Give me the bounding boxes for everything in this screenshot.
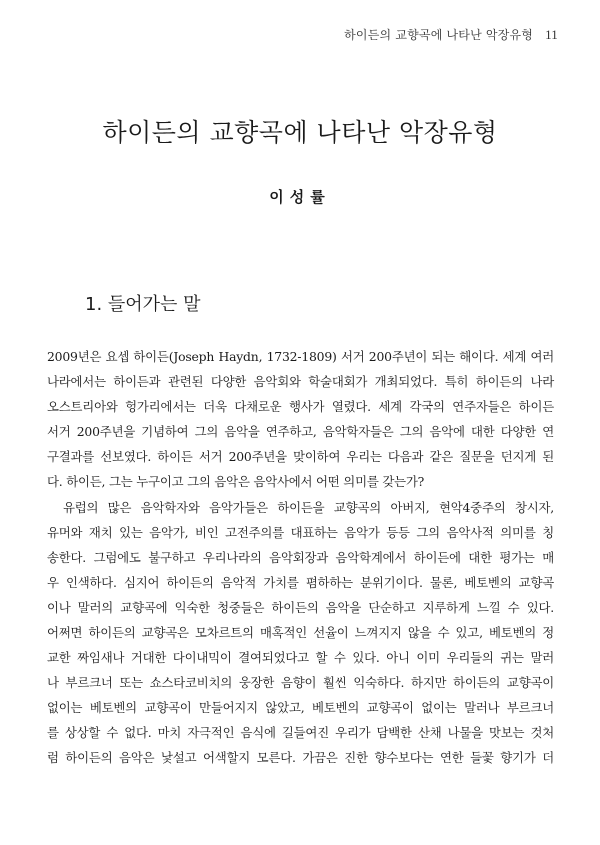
paragraph-2 — [47, 495, 554, 770]
section-heading: 1. 들어가는 말 — [85, 294, 201, 315]
text-line: 를 상상할 수 없다. 마치 자극적인 음식에 길들여진 우리가 담백한 산채 나물을 맛보는 것처 — [47, 725, 554, 740]
text-line: 나 부르크너 또는 쇼스타코비치의 웅장한 음향이 훨씬 익숙하다. 하지만 하이든의 교향곡이 — [47, 675, 554, 690]
text-line: 2009년은 요셉 하이든(Joseph Haydn, 1732-1809) 서거 200주년이 되는 해이다. 세계 여러 — [47, 349, 554, 364]
text-line: 이나 말러의 교향곡에 익숙한 청중들은 하이든의 음악을 단순하고 지루하게 느낄 수 있다. — [47, 600, 554, 615]
text-line: 우 인색하다. 심지어 하이든의 음악적 가치를 폄하하는 분위기이다. 물론, 베토벤의 교향곡 — [47, 575, 554, 590]
author-name: 이성률 — [269, 188, 331, 206]
paragraph-1 — [47, 344, 554, 494]
text-line: 송한다. 그럼에도 불구하고 우리나라의 음악회장과 음악학계에서 하이든에 대한 평가는 매 — [47, 550, 554, 565]
text-line: 나라에서는 하이든과 관련된 다양한 음악회와 학술대회가 개최되었다. 특히 하이든의 나라 — [47, 374, 554, 389]
text-line: 다. 하이든, 그는 누구이고 그의 음악은 음악사에서 어떤 의미를 갖는가? — [47, 474, 425, 489]
text-line: 구결과를 선보였다. 하이든 서거 200주년을 맞이하여 우리는 다음과 같은 질문을 던지게 된 — [47, 449, 554, 464]
text-line: 럼 하이든의 음악은 낯설고 어색할지 모른다. 가끔은 진한 향수보다는 연한 들꽃 향기가 더 — [47, 750, 554, 765]
page-number: 11 — [545, 27, 558, 42]
running-header — [344, 26, 558, 43]
paper-title: 하이든의 교향곡에 나타난 악장유형 — [102, 118, 498, 147]
text-line: 없이는 베토벤의 교향곡이 만들어지지 않았고, 베토벤의 교향곡이 없이는 말러나 부르크너 — [47, 700, 554, 715]
text-line: 서거 200주년을 기념하여 그의 음악을 연주하고, 음악학자들은 그의 음악에 대한 다양한 연 — [47, 424, 554, 439]
running-title: 하이든의 교향곡에 나타난 악장유형 — [344, 28, 534, 42]
text-line: 어쩌면 하이든의 교향곡은 모차르트의 매혹적인 선율이 느껴지지 않을 수 있고, 베토벤의 정 — [47, 625, 554, 640]
text-line: 유머와 재치 있는 음악가, 비인 고전주의를 대표하는 음악가 등등 그의 음악사적 의미를 칭 — [47, 525, 554, 540]
text-line: 유럽의 많은 음악학자와 음악가들은 하이든을 교향곡의 아버지, 현악4중주의 창시자, — [63, 500, 554, 515]
text-line: 오스트리아와 헝가리에서는 더욱 다채로운 행사가 열렸다. 세계 각국의 연주자들은 하이든 — [47, 399, 554, 414]
text-line: 교한 짜임새나 거대한 다이내믹이 결여되었다고 할 수 있다. 아니 이미 우리들의 귀는 말러 — [47, 650, 554, 665]
